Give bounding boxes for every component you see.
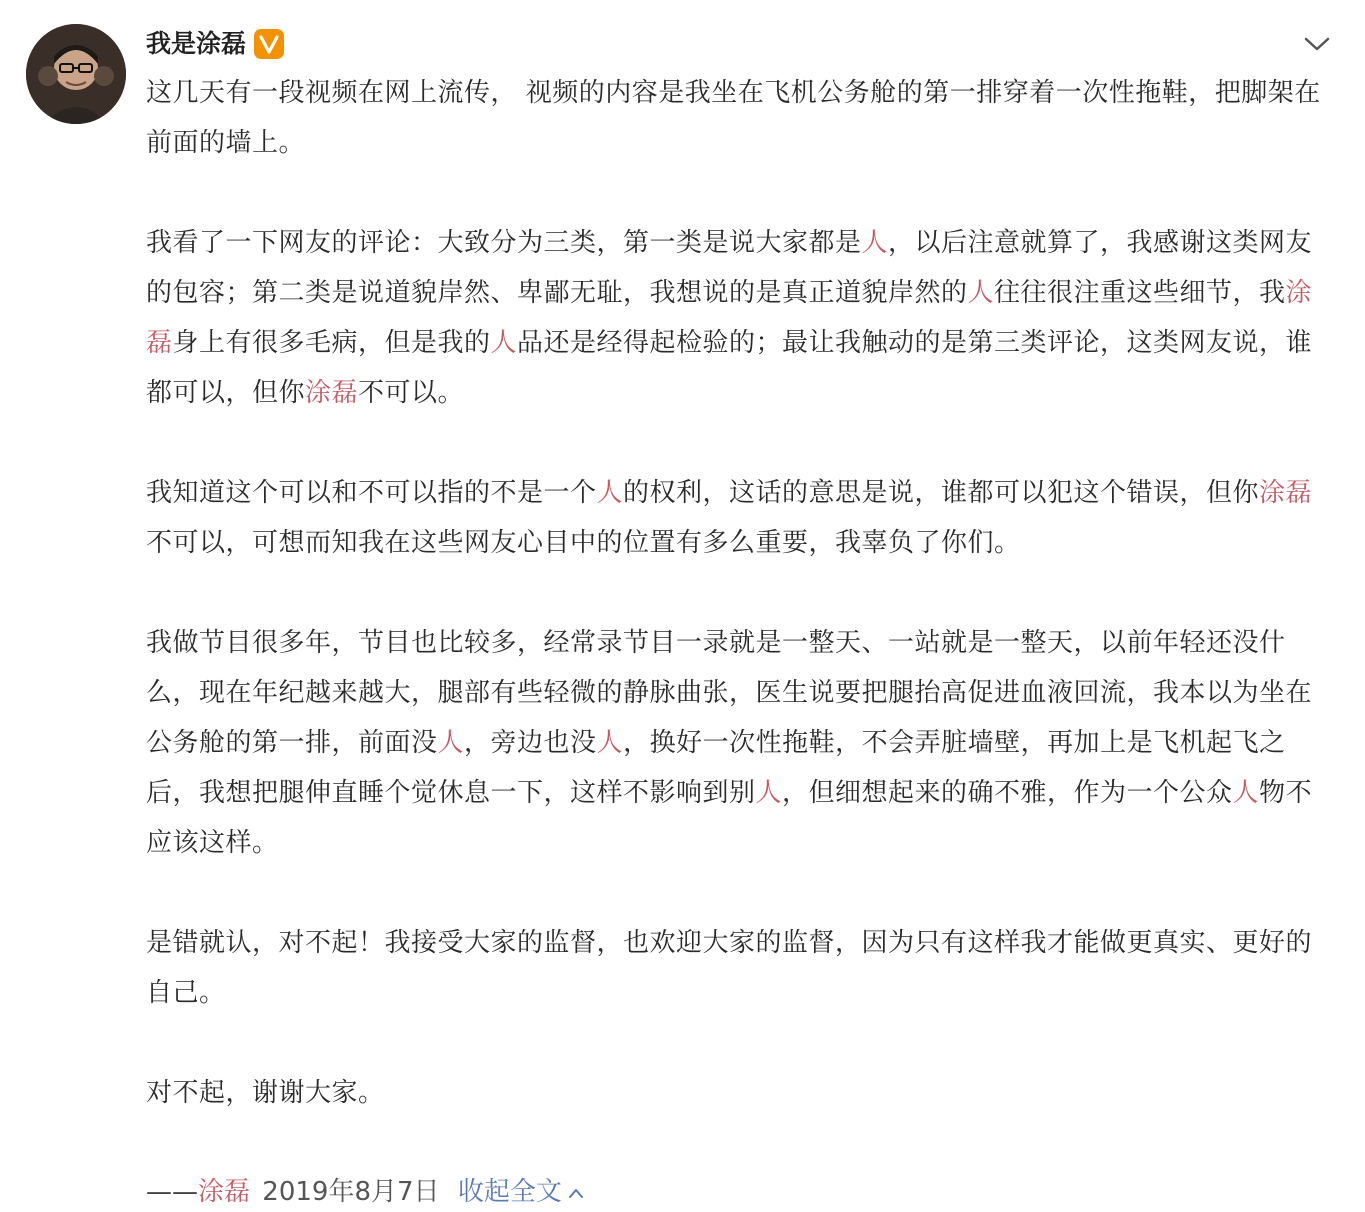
signature-name[interactable]: 涂磊 bbox=[198, 1177, 251, 1207]
post-text: ，以后注意就算了，我感谢这类网友的包容；第二类是说道貌岸然、卑鄙无耻，我想说的是真正道貌岸然的 bbox=[146, 228, 1313, 308]
post-text: ，旁边也没 bbox=[464, 728, 597, 758]
post-text: 的权利，这话的意思是说，谁都可以犯这个错误，但你 bbox=[623, 478, 1260, 508]
post-paragraph-4 bbox=[146, 618, 1326, 868]
post-paragraph-1 bbox=[146, 68, 1326, 168]
username-text[interactable]: 我是涂磊 bbox=[146, 29, 247, 58]
post-text: 往往很注重这些细节，我 bbox=[994, 278, 1286, 308]
post-signature bbox=[146, 1172, 584, 1212]
post-text: 我知道这个可以和不可以指的不是一个 bbox=[146, 478, 597, 508]
post-body bbox=[146, 68, 1326, 1168]
post-text: 这几天有一段视频在网上流传， 视频的内容是我坐在飞机公务舱的第一排穿着一次性拖鞋，把脚架在前面的墙上。 bbox=[146, 78, 1321, 158]
collapse-label[interactable]: 收起全文 bbox=[457, 1177, 562, 1207]
avatar-image bbox=[26, 24, 126, 124]
highlight-word: 人 bbox=[596, 728, 624, 758]
highlight-word: 人 bbox=[1232, 778, 1260, 808]
username[interactable] bbox=[146, 24, 284, 64]
highlight-word: 人 bbox=[755, 778, 783, 808]
post-text: 品还是经得起检验的；最让我触动的是第三类评论，这类网友说，谁都可以，但你 bbox=[146, 328, 1313, 408]
post-text: 是错就认，对不起！我接受大家的监督，也欢迎大家的监督，因为只有这样我才能做更真实、更好的自己。 bbox=[146, 928, 1313, 1008]
chevron-down-icon[interactable] bbox=[1303, 34, 1331, 54]
avatar[interactable] bbox=[26, 24, 126, 124]
post-text: ，换好一次性拖鞋，不会弄脏墙壁，再加上是飞机起飞之后，我想把腿伸直睡个觉休息一下，这样不影响到别 bbox=[146, 728, 1286, 808]
post-paragraph-5 bbox=[146, 918, 1326, 1018]
post-text: 不可以。 bbox=[358, 378, 465, 408]
post-date: 2019年8月7日 bbox=[262, 1177, 440, 1207]
post-text: 对不起，谢谢大家。 bbox=[146, 1078, 385, 1108]
highlight-word: 人 bbox=[490, 328, 518, 358]
post-text: 不可以，可想而知我在这些网友心目中的位置有多么重要，我辜负了你们。 bbox=[146, 528, 1021, 558]
highlight-word: 人 bbox=[437, 728, 465, 758]
highlight-name: 涂磊 bbox=[305, 378, 359, 408]
post-text: ，但细想起来的确不雅，作为一个公众 bbox=[782, 778, 1233, 808]
highlight-name: 涂磊 bbox=[1259, 478, 1313, 508]
signature-dash: —— bbox=[146, 1177, 198, 1207]
post-paragraph-3 bbox=[146, 468, 1326, 568]
chevron-up-icon[interactable] bbox=[568, 1187, 584, 1199]
highlight-name: 涂磊 bbox=[146, 278, 1313, 358]
post-text: 物不应该这样。 bbox=[146, 778, 1313, 858]
highlight-word: 人 bbox=[861, 228, 889, 258]
post-paragraph-2 bbox=[146, 218, 1326, 418]
post-text: 我做节目很多年，节目也比较多，经常录节目一录就是一整天、一站就是一整天，以前年轻还没什么，现在年纪越来越大，腿部有些轻微的静脉曲张，医生说要把腿抬高促进血液回流，我本以为坐在公务舱的第一排，前面没 bbox=[146, 628, 1313, 758]
post-text: 身上有很多毛病，但是我的 bbox=[172, 328, 491, 358]
post-text: 我看了一下网友的评论：大致分为三类，第一类是说大家都是 bbox=[146, 228, 862, 258]
highlight-word: 人 bbox=[596, 478, 624, 508]
post-paragraph-6 bbox=[146, 1068, 1326, 1118]
highlight-word: 人 bbox=[967, 278, 995, 308]
verified-v-icon bbox=[254, 29, 284, 59]
